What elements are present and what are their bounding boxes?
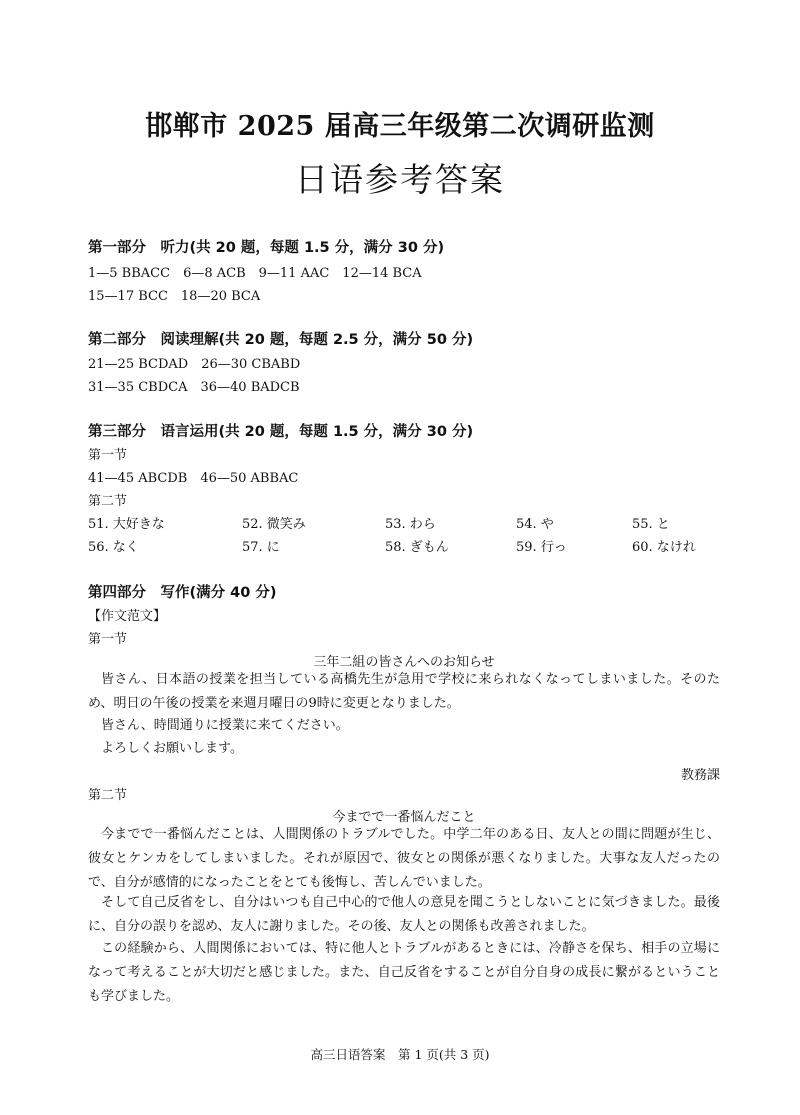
essay1-paragraph: 皆さん、日本語の授業を担当している高橋先生が急用で学校に来られなくなってしまいました。そのため、明日の午後の授業を来週月曜日の9時に変更となりました。 (88, 672, 720, 711)
document-subtitle: 日语参考答案 (295, 160, 505, 199)
essay1-paragraph: よろしくお願いします。 (101, 741, 243, 756)
document-title: 邯郸市 2025 届高三年级第二次调研监测 (145, 111, 655, 142)
part1-answers-line: 15—17 BCC 18—20 BCA (88, 289, 261, 304)
fill-answer: 57. に (242, 540, 280, 555)
essay1-paragraph: 皆さん、時間通りに授業に来てください。 (101, 718, 349, 733)
part4-heading: 第四部分 写作(满分 40 分) (88, 585, 277, 601)
fill-answer: 59. 行っ (516, 540, 567, 555)
part1-heading: 第一部分 听力(共 20 题，每题 1.5 分，满分 30 分) (88, 240, 445, 256)
essay1-signature: 教務課 (680, 768, 720, 783)
model-essay-label: 【作文范文】 (88, 609, 167, 624)
fill-answer: 52. 微笑み (242, 517, 306, 532)
fill-answer: 56. なく (88, 540, 139, 555)
part4-section1-label: 第一节 (88, 632, 128, 647)
part2-heading: 第二部分 阅读理解(共 20 题，每题 2.5 分，满分 50 分) (88, 332, 474, 348)
fill-answer: 55. と (632, 517, 670, 532)
fill-answer: 51. 大好きな (88, 517, 165, 532)
part2-answers-line: 21—25 BCDAD 26—30 CBABD (88, 357, 301, 372)
part3-heading: 第三部分 语言运用(共 20 题，每题 1.5 分，满分 30 分) (88, 424, 474, 440)
part2-answers-line: 31—35 CBDCA 36—40 BADCB (88, 380, 300, 395)
part3-section2-label: 第二节 (88, 494, 128, 509)
fill-answer: 53. わら (385, 517, 436, 532)
part3-section1-answers: 41—45 ABCDB 46—50 ABBAC (88, 471, 299, 486)
part1-answers-line: 1—5 BBACC 6—8 ACB 9—11 AAC 12—14 BCA (88, 266, 422, 281)
essay2-paragraph: そして自己反省をし、自分はいつも自己中心的で他人の意見を聞こうとしないことに気づきました。最後に、自分の誤りを認め、友人に謝りました。その後、友人との関係も改善されました。 (88, 895, 720, 934)
fill-answer: 60. なけれ (632, 540, 696, 555)
page-footer: 高三日语答案 第 1 页(共 3 页) (310, 1047, 490, 1062)
fill-answer: 54. や (516, 517, 554, 532)
essay1-title: 三年二組の皆さんへのお知らせ (313, 655, 495, 670)
part3-section1-label: 第一节 (88, 448, 128, 463)
essay2-paragraph: 今までで一番悩んだことは、人間関係のトラブルでした。中学二年のある日、友人との間に問題が生じ、彼女とケンカをしてしまいました。それが原因で、彼女との関係が悪くなりました。大事な友人だったので、自分が感情的になったことをとても後悔し、苦しんでいました。 (88, 827, 720, 890)
part4-section2-label: 第二节 (88, 788, 128, 803)
fill-answer: 58. ぎもん (385, 540, 449, 555)
essay2-paragraph: この経験から、人間関係においては、特に他人とトラブルがあるときには、冷静さを保ち、相手の立場になって考えることが大切だと感じました。また、自己反省をすることが自分自身の成長に繋がるということも学びました。 (88, 941, 720, 1004)
essay2-title: 今までで一番悩んだこと (332, 810, 476, 825)
